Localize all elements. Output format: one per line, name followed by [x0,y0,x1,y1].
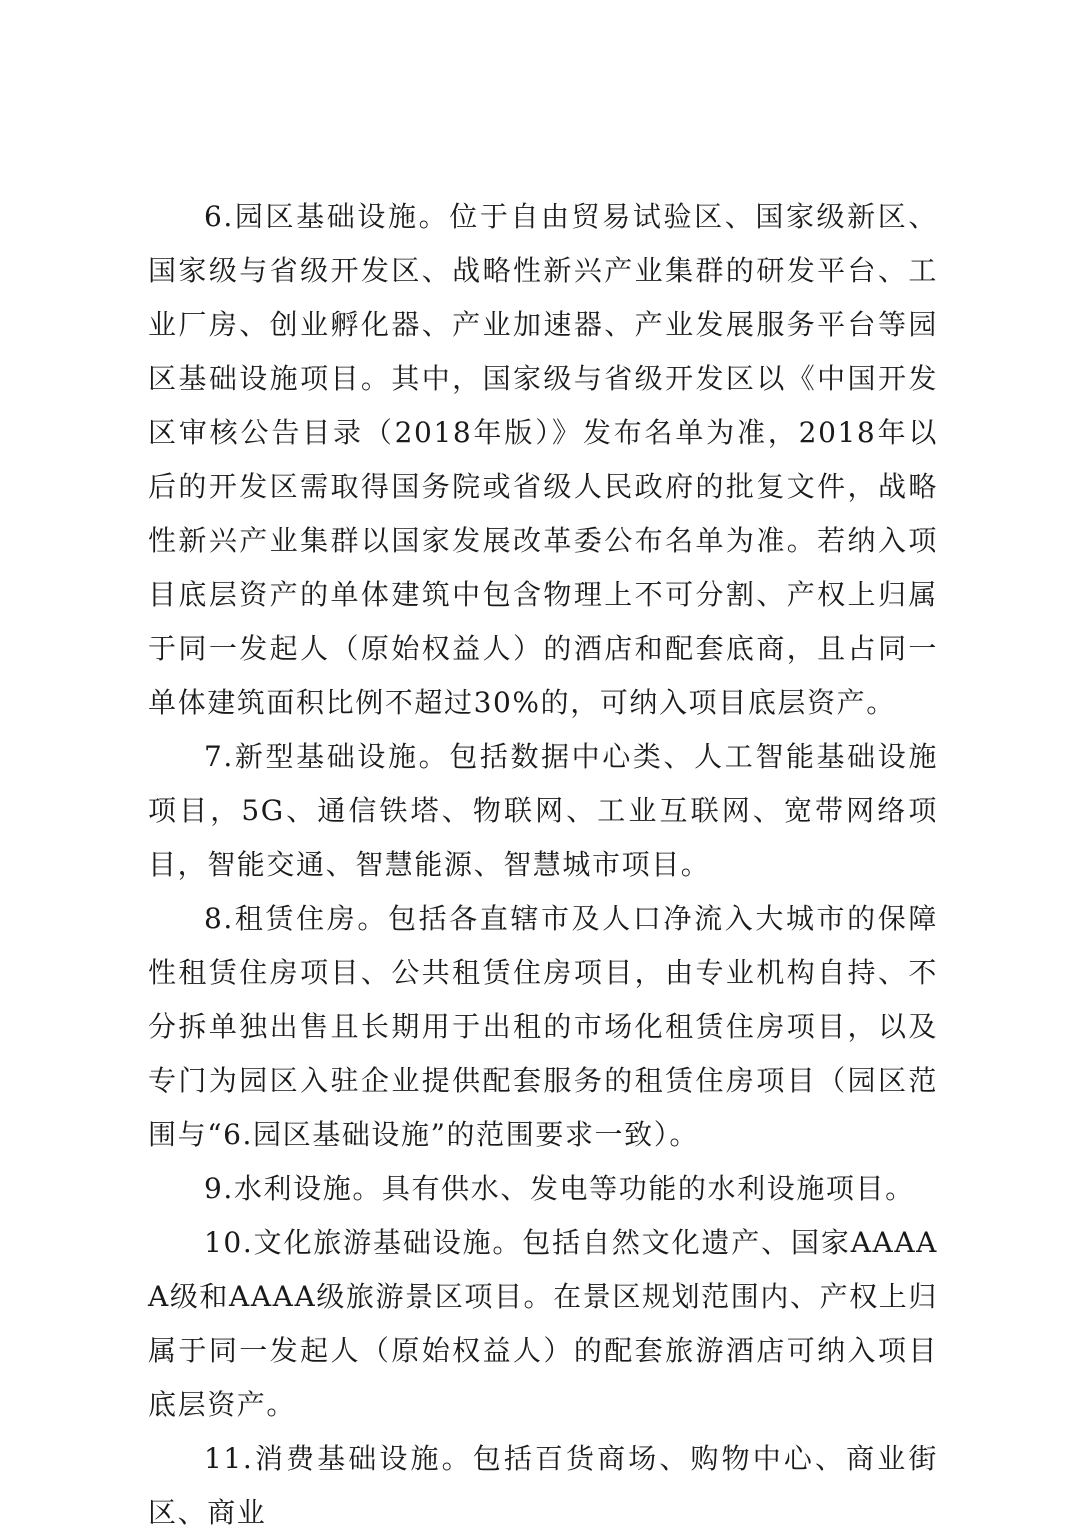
paragraph-new-infrastructure: 7.新型基础设施。包括数据中心类、人工智能基础设施项目，5G、通信铁塔、物联网、工业互联网、宽带网络项目，智能交通、智慧能源、智慧城市项目。 [148,740,938,881]
paragraph-rental-housing: 8.租赁住房。包括各直辖市及人口净流入大城市的保障性租赁住房项目、公共租赁住房项目，由专业机构自持、不分拆单独出售且长期用于出租的市场化租赁住房项目，以及专门为园区入驻企业提供配套服务的租赁住房项目（园区范围与“6.园区基础设施”的范围要求一致）。 [148,902,938,1151]
paragraph-park-infrastructure: 6.园区基础设施。位于自由贸易试验区、国家级新区、国家级与省级开发区、战略性新兴产业集群的研发平台、工业厂房、创业孵化器、产业加速器、产业发展服务平台等园区基础设施项目。其中，国家级与省级开发区以《中国开发区审核公告目录（2018年版）》发布名单为准，2018年以后的开发区需取得国务院或省级人民政府的批复文件，战略性新兴产业集群以国家发展改革委公布名单为准。若纳入项目底层资产的单体建筑中包含物理上不可分割、产权上归属于同一发起人（原始权益人）的酒店和配套底商，且占同一单体建筑面积比例不超过30%的，可纳入项目底层资产。 [148,200,938,719]
paragraph-consumer-infrastructure: 11.消费基础设施。包括百货商场、购物中心、商业街区、商业 [148,1442,938,1529]
paragraph-water-facilities: 9.水利设施。具有供水、发电等功能的水利设施项目。 [204,1172,915,1205]
document-body [148,190,938,1540]
paragraph-cultural-tourism: 10.文化旅游基础设施。包括自然文化遗产、国家AAAAA级和AAAA级旅游景区项目。在景区规划范围内、产权上归属于同一发起人（原始权益人）的配套旅游酒店可纳入项目底层资产。 [148,1226,938,1421]
